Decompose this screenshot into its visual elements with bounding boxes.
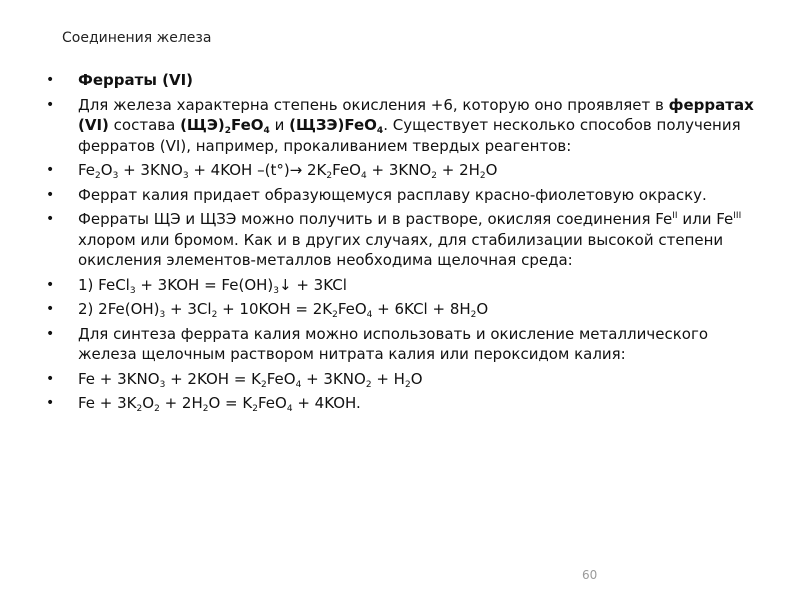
list-item — [46, 369, 756, 390]
text-run: ферратах (VI) — [78, 95, 754, 134]
superscript: III — [733, 211, 742, 221]
subscript: 3 — [182, 171, 189, 181]
subscript: 2 — [470, 310, 477, 320]
list-item-text — [78, 96, 754, 155]
text-run: + 6KCl + 8H — [372, 300, 471, 318]
text-run: FeO — [266, 369, 296, 388]
text-run: O — [100, 161, 113, 179]
subscript: 3 — [273, 285, 279, 296]
subscript: 2 — [326, 171, 333, 181]
text-run: хлором или бромом. Как и в других случаях, для стабилизации высокой степени окисления элементов-металлов необходима щелочная среда: — [78, 230, 724, 269]
text-run: 2) 2Fe(OH) — [78, 300, 160, 318]
text-run: + 3KNO — [301, 369, 366, 388]
text-run: + 4KOH. — [292, 394, 361, 412]
bullet-icon: • — [46, 276, 55, 293]
list-item-text — [78, 210, 741, 269]
text-run: ↓ + 3KCl — [279, 275, 347, 294]
list-item — [46, 95, 756, 157]
list-item — [46, 299, 756, 320]
text-run: O — [485, 161, 498, 179]
page-number: 60 — [582, 568, 598, 582]
bullet-icon: • — [46, 96, 55, 113]
text-run: и — [269, 116, 290, 134]
subscript: 4 — [286, 404, 293, 414]
text-run: FeO — [337, 300, 367, 318]
list-item — [46, 275, 756, 296]
list-item-text — [78, 370, 423, 388]
subscript: 2 — [95, 171, 101, 181]
text-run: Для железа характерна степень окисления +6, которую оно проявляет в — [78, 95, 669, 114]
text-run: FeO — [257, 394, 287, 412]
text-run: Fe + 3K — [78, 394, 137, 412]
list-item — [46, 209, 756, 271]
subscript: 2 — [252, 404, 258, 414]
subscript: 3 — [129, 285, 136, 296]
text-run: (ЩЭ) — [180, 116, 225, 134]
subscript: 2 — [154, 404, 160, 414]
list-item — [46, 393, 756, 414]
list-item — [46, 70, 756, 91]
subscript: 2 — [365, 379, 372, 390]
text-run: + 3KNO — [366, 161, 432, 179]
subscript: 4 — [263, 126, 270, 136]
subscript: 2 — [224, 126, 231, 136]
bullet-icon: • — [46, 370, 55, 387]
text-run: Феррат калия придает образующемуся расплаву красно-фиолетовую окраску. — [78, 185, 707, 204]
text-run: O — [142, 394, 155, 412]
subscript: 3 — [159, 379, 166, 390]
subscript: 3 — [159, 310, 166, 320]
text-run: Ферраты (VI) — [78, 71, 194, 89]
text-run: Fe + 3KNO — [78, 369, 160, 388]
text-run: + 2H — [436, 161, 480, 179]
text-run: 1) FeCl — [78, 275, 130, 294]
text-run: состава — [108, 116, 181, 134]
text-run: . Существует несколько способов получения ферратов (VI), например, прокаливанием твердых реагентов: — [78, 116, 741, 155]
subscript: 2 — [211, 310, 218, 320]
list-item-text — [78, 71, 193, 89]
subscript: 2 — [261, 379, 267, 390]
list-item-text — [78, 186, 707, 204]
list-item-text — [78, 300, 488, 318]
text-run: O — [476, 300, 489, 318]
text-run: O — [410, 369, 423, 388]
text-run: + 3KNO — [118, 161, 183, 179]
list-item — [46, 160, 756, 181]
bullet-list — [46, 70, 756, 418]
list-item-text — [78, 161, 497, 179]
list-item-text — [78, 276, 347, 294]
subscript: 4 — [376, 126, 384, 136]
subscript: 4 — [295, 379, 302, 390]
slide-title: Соединения железа — [62, 30, 212, 46]
subscript: 3 — [112, 171, 119, 181]
bullet-icon: • — [46, 301, 55, 317]
text-run: FeO — [230, 116, 264, 134]
text-run: + 3KOH = Fe(OH) — [135, 275, 274, 294]
text-run: + 10KOH = 2K — [217, 300, 333, 318]
text-run: FeO — [332, 161, 361, 179]
subscript: 2 — [404, 379, 411, 390]
text-run: (ЩЗЭ)FeO — [289, 116, 377, 134]
text-run: + 2H — [159, 394, 203, 412]
bullet-icon: • — [46, 72, 55, 88]
bullet-icon: • — [46, 186, 55, 203]
text-run: + H — [371, 369, 405, 388]
list-item — [46, 324, 756, 365]
bullet-icon: • — [46, 395, 55, 411]
bullet-icon: • — [46, 325, 55, 342]
text-run: + 2KOH = K — [165, 369, 261, 388]
subscript: 2 — [202, 404, 209, 414]
superscript: II — [672, 211, 678, 221]
bullet-icon: • — [46, 211, 55, 227]
text-run: или Fe — [677, 210, 734, 228]
text-run: + 4KOH –(t°)→ 2K — [188, 161, 327, 179]
subscript: 2 — [332, 310, 338, 320]
text-run: Fe — [78, 161, 96, 179]
text-run: + 3Cl — [165, 300, 212, 318]
subscript: 2 — [136, 404, 143, 414]
text-run: O = K — [208, 394, 253, 412]
list-item-text — [78, 394, 361, 412]
list-item-text — [78, 325, 708, 364]
list-item — [46, 185, 756, 206]
bullet-icon: • — [46, 162, 55, 178]
subscript: 4 — [360, 171, 367, 181]
subscript: 2 — [431, 171, 437, 181]
subscript: 4 — [366, 310, 373, 320]
text-run: Ферраты ЩЭ и ЩЗЭ можно получить и в растворе, окисляя соединения Fe — [78, 210, 673, 228]
subscript: 2 — [479, 171, 486, 181]
text-run: Для синтеза феррата калия можно использовать и окисление металлического железа щелочным раствором нитрата калия или пероксидом калия: — [78, 324, 709, 363]
